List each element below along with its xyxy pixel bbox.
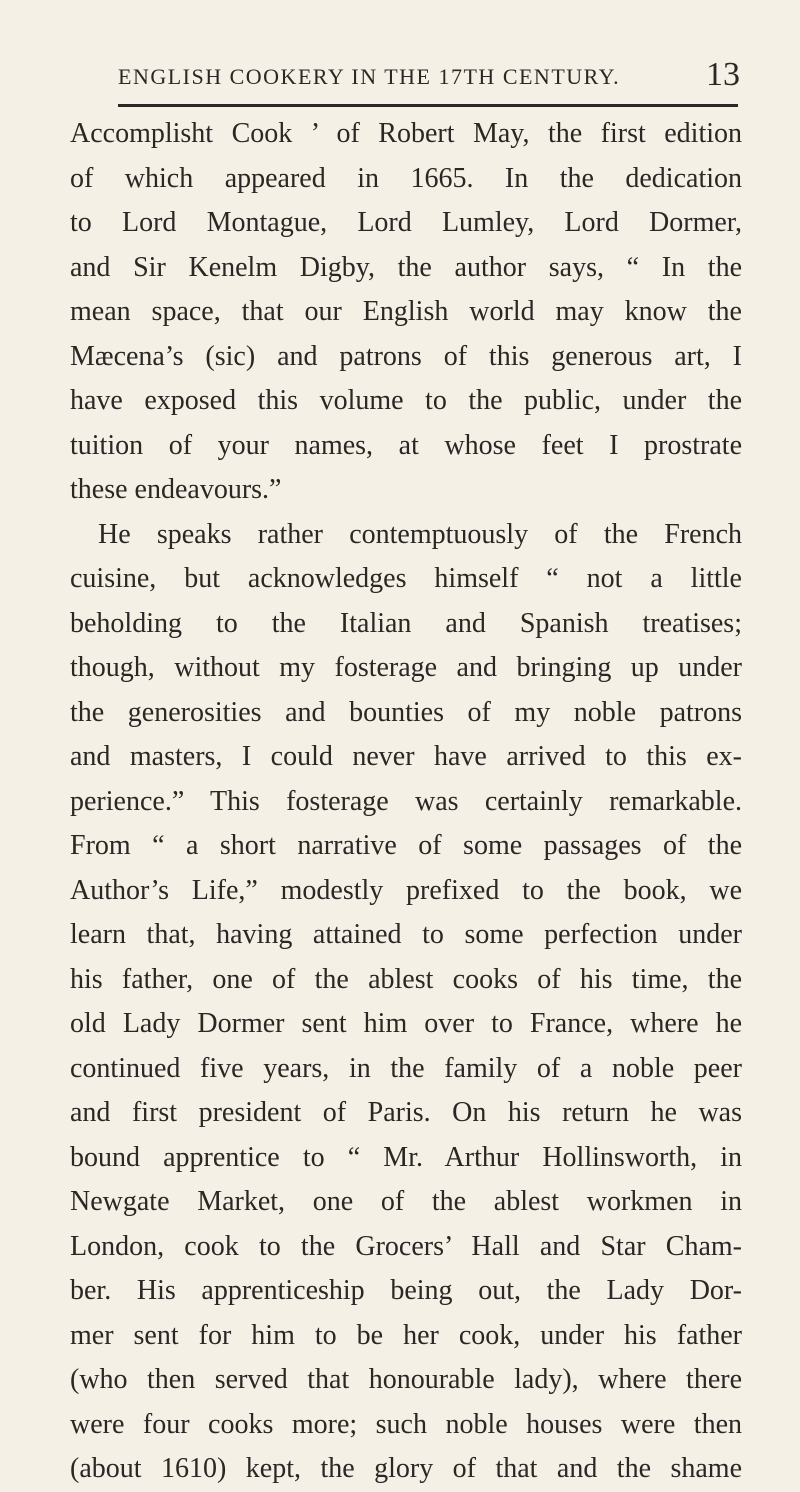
paragraph-start-line: He speaks rather contemptuously of the French [98,518,742,550]
text-line: tuition of your names, at whose feet I prostrate [70,429,742,461]
header-rule [118,104,738,107]
text-line: perience.” This fosterage was certainly remarkable. [70,785,742,817]
text-line: old Lady Dormer sent him over to France, where he [70,1008,742,1039]
text-line: continued five years, in the family of a noble peer [70,1052,742,1084]
text-line: to Lord Montague, Lord Lumley, Lord Dormer, [70,207,742,238]
text-line: cuisine, but acknowledges himself “ not a little [70,563,742,594]
text-line: and Sir Kenelm Digby, the author says, “ In the [70,251,742,283]
body-text [70,112,742,1492]
text-line: have exposed this volume to the public, under the [70,385,742,416]
text-line: these endeavours.” [70,474,282,505]
text-line: From “ a short narrative of some passages of the [70,830,742,861]
page-header [118,58,740,98]
text-line: (who then served that honourable lady), where there [70,1364,742,1395]
text-line: the generosities and bounties of my noble patrons [70,696,742,728]
text-line: and first president of Paris. On his return he was [70,1097,742,1128]
text-line: London, cook to the Grocers’ Hall and Star Cham- [70,1230,742,1262]
text-line: learn that, having attained to some perfection under [70,919,742,950]
text-line: (about 1610) kept, the glory of that and the shame [70,1453,742,1484]
text-line: mean space, that our English world may know the [70,296,742,327]
text-line: mer sent for him to be her cook, under his father [70,1319,742,1351]
page-number: 13 [706,56,740,93]
text-line: Accomplisht Cook ’ of Robert May, the first edition [70,118,742,149]
text-line: beholding to the Italian and Spanish treatises; [70,607,742,639]
text-line: Newgate Market, one of the ablest workmen in [70,1186,742,1217]
running-title: ENGLISH COOKERY IN THE 17TH CENTURY. [118,64,621,89]
text-line: Author’s Life,” modestly prefixed to the book, we [70,874,742,906]
text-line: and masters, I could never have arrived to this ex- [70,741,742,772]
text-line: though, without my fosterage and bringing up under [70,652,742,683]
text-line: ber. His apprenticeship being out, the Lady Dor- [70,1275,742,1306]
text-line: his father, one of the ablest cooks of his time, the [70,963,742,995]
text-line: bound apprentice to “ Mr. Arthur Hollinsworth, in [70,1141,742,1173]
text-line: of which appeared in 1665. In the dedication [70,162,742,194]
text-line: were four cooks more; such noble houses were then [70,1408,742,1440]
text-line: Mæcena’s (sic) and patrons of this generous art, I [70,340,742,372]
